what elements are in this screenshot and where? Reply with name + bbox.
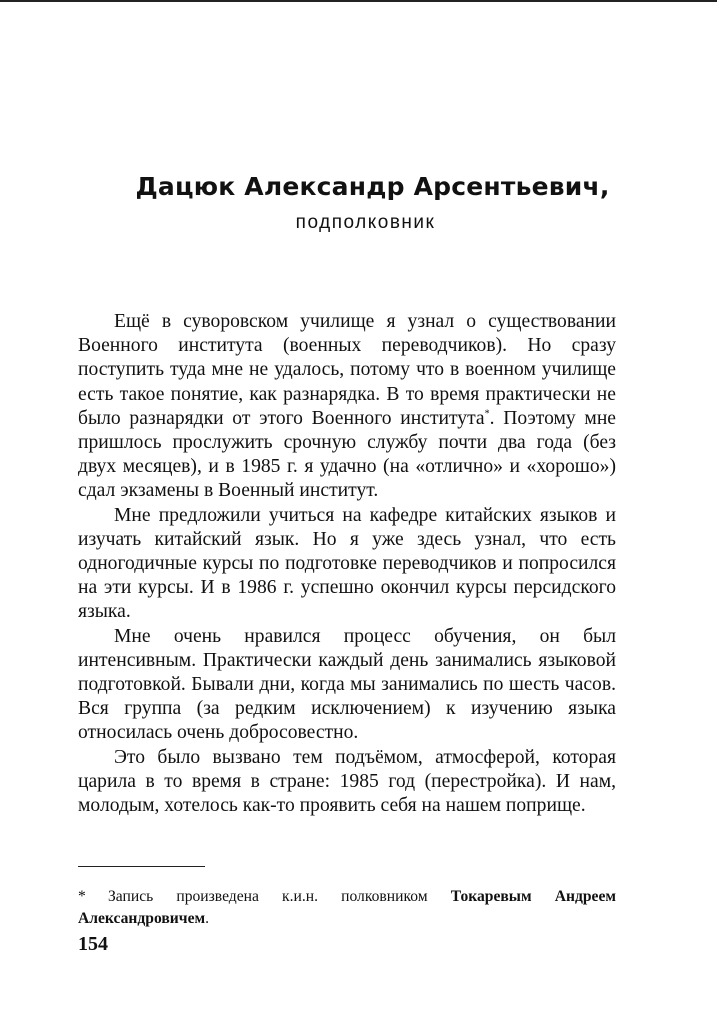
- paragraph-1: [78, 310, 616, 504]
- footnote-separator: [78, 866, 205, 867]
- page-number: 154: [78, 933, 108, 955]
- author-rank-subheading: подполковник: [295, 212, 436, 233]
- footnote-end: .: [205, 910, 210, 927]
- author-name-heading: Дацюк Александр Арсентьевич,: [135, 172, 610, 201]
- main-text: [78, 310, 616, 818]
- footnote-interviewer-name: Токаревым Андреем Александровичем: [78, 888, 616, 927]
- paragraph-1-text-cont: . Поэтому мне пришлось прослужить срочную службу почти два года (без двух месяцев), и в 1985 г. я удачно (на «отлично» и «хорошо») сдал экзамены в Военный институт.: [78, 407, 617, 502]
- paragraph-2: Мне предложили учиться на кафедре китайских языков и изучать китайский язык. Но я уже здесь узнал, что есть одногодичные курсы по подготовке переводчиков и попросился на эти курсы. И в 1986 г. успешно окончил курсы персидского языка.: [78, 504, 616, 623]
- footnote-mark: *: [78, 888, 86, 905]
- footnote-reference-mark: *: [484, 408, 490, 420]
- paragraph-3: Мне очень нравился процесс обучения, он был интенсивным. Практически каждый день занимались языковой подготовкой. Бывали дни, когда мы занимались по шесть часов. Вся группа (за редким исключением) к изучению языка относилась очень добросовестно.: [78, 625, 616, 744]
- footnote: [78, 886, 616, 930]
- top-border-line: [0, 0, 717, 2]
- paragraph-4: Это было вызвано тем подъёмом, атмосферой, которая царила в то время в стране: 1985 год (перестройка). И нам, молодым, хотелось как-то проявить себя на нашем поприще.: [78, 746, 616, 817]
- paragraph-1-text: Ещё в суворовском училище я узнал о существовании Военного института (военных переводчиков). Но сразу поступить туда мне не удалось, потому что в военном училище есть такое понятие, как разнарядка. В то время практически не было разнарядки от этого Военного института: [78, 311, 616, 429]
- footnote-text: Запись произведена к.и.н. полковником: [108, 888, 451, 905]
